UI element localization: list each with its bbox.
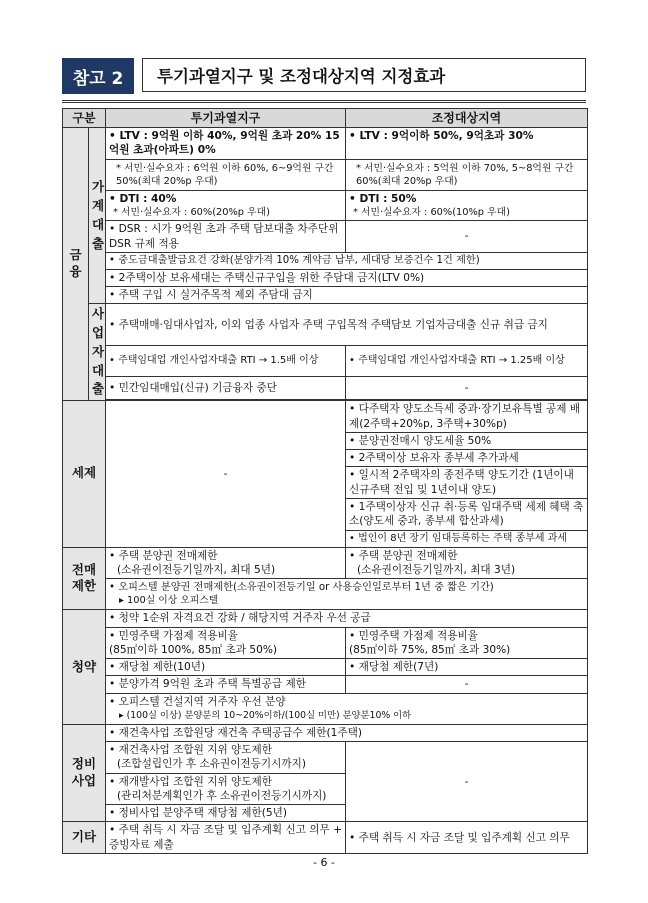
cell-tax-item: • 분양권전매시 양도세율 50% xyxy=(346,432,588,449)
subcategory-business-loan: 사업자대출 xyxy=(89,304,106,401)
dti-label: • DTI : 50% xyxy=(349,192,417,205)
table-row xyxy=(63,401,588,433)
cell-interim-loan: • 중도금대출발급요건 강화(분양가격 10% 계약금 납부, 세대당 보증건수 1건 제한) xyxy=(106,252,588,269)
cell-multi-home-loan: • 2주택이상 보유세대는 주택신규구입을 위한 주담대 금지(LTV 0%) xyxy=(106,269,588,286)
cell-business-loan-ban: • 주택매매·임대사업자, 이외 업종 사업자 주택 구입목적 주택담보 기업자금대출 신규 취급 금지 xyxy=(106,304,588,346)
cell-tax-item: • 다주택자 양도소득세 중과·장기보유특별 공제 배제(2주택+20%p, 3주택+30%p) xyxy=(346,401,588,433)
table-row xyxy=(63,627,588,659)
dti-note: * 서민·실수요자 : 60%(20%p 우대) xyxy=(113,207,270,219)
cell-reconstruction-supply: • 재건축사업 조합원당 재건축 주택공급수 제한(1주택) xyxy=(106,724,588,741)
table-row xyxy=(63,269,588,286)
dti-label: • DTI : 40% xyxy=(109,192,177,205)
officetel-resale-text: • 오피스텔 분양권 전매제한(소유권이전등기일 or 사용승인일로부터 1년 중 짧은 기간) xyxy=(109,581,494,593)
officetel-resale-note: ▸ 100실 이상 오피스텔 xyxy=(119,595,219,607)
table-row xyxy=(63,822,588,854)
category-other: 기타 xyxy=(63,822,106,854)
table-row xyxy=(63,346,588,376)
cell-rental-fund-speculation: • 민간임대매입(신규) 기금융자 중단 xyxy=(106,376,346,400)
cell-redevelopment-transfer xyxy=(106,773,346,805)
subcategory-household-loan: 가계대출 xyxy=(89,128,106,304)
cell-subscription-priority: • 청약 1순위 자격요건 강화 / 해당지역 거주자 우선 공급 xyxy=(106,610,588,627)
table-row xyxy=(63,128,588,160)
cell-officetel-resale xyxy=(106,579,588,610)
table-row xyxy=(63,659,588,676)
redevelopment-transfer-note: (관리처분계획인가 후 소유권이전등기시까지) xyxy=(117,789,327,802)
cell-ltv-note-adjustment: * 서민·실수요자 : 5억원 이하 70%, 5~8억원 구간 60%(최대 20%p 우대) xyxy=(346,159,588,190)
reconstruction-transfer-note: (조합설립인가 후 소유권이전등기시까지) xyxy=(117,758,306,771)
cell-officetel-priority xyxy=(106,693,588,724)
cell-tax-item: • 일시적 2주택자의 종전주택 양도기간 (1년이내 신규주택 전입 및 1년이내 양도) xyxy=(346,467,588,499)
cell-non-residence-loan: • 주택 구입 시 실거주목적 제외 주담대 금지 xyxy=(106,287,588,304)
cell-special-supply-speculation: • 분양가격 9억원 초과 주택 특별공급 제한 xyxy=(106,676,346,693)
cell-dsr-adjustment: - xyxy=(346,221,588,253)
cell-dsr-speculation: • DSR : 시가 9억원 초과 주택 담보대출 차주단위 DSR 규제 적용 xyxy=(106,221,346,253)
col-header-category: 구분 xyxy=(63,109,106,128)
table-row xyxy=(63,252,588,269)
table-row xyxy=(63,579,588,610)
page-title: 투기과열지구 및 조정대상지역 지정효과 xyxy=(142,58,586,92)
table-row xyxy=(63,610,588,627)
table-row xyxy=(63,221,588,253)
table-row xyxy=(63,693,588,724)
cell-point-system-speculation xyxy=(106,627,346,659)
dti-note: * 서민·실수요자 : 60%(10%p 우대) xyxy=(353,207,510,219)
point-label: • 민영주택 가점제 적용비율 xyxy=(109,629,238,642)
cell-ltv-note-speculation: * 서민·실수요자 : 6억원 이하 60%, 6~9억원 구간 50%(최대 20%p 우대) xyxy=(106,159,346,190)
cell-ltv-speculation: • LTV : 9억원 이하 40%, 9억원 초과 20% 15억원 초과(아파트) 0% xyxy=(106,128,346,160)
cell-ltv-adjustment: • LTV : 9억이하 50%, 9억초과 30% xyxy=(346,128,588,160)
cell-funding-plan-adjustment: • 주택 취득 시 자금 조달 및 입주계획 신고 의무 xyxy=(346,822,588,854)
table-row xyxy=(63,304,588,346)
cell-renewal-adjustment: - xyxy=(346,741,588,821)
cell-special-supply-adjustment: - xyxy=(346,676,588,693)
category-tax: 세제 xyxy=(63,401,106,547)
col-header-adjustment-zone: 조정대상지역 xyxy=(346,109,588,128)
cell-dti-adjustment xyxy=(346,190,588,221)
table-row xyxy=(63,190,588,221)
point-note: (85㎡이하 75%, 85㎡ 초과 30%) xyxy=(349,643,511,656)
reference-badge: 참고 2 xyxy=(62,58,134,94)
cell-rewin-speculation: • 재당첨 제한(10년) xyxy=(106,659,346,676)
section-header xyxy=(62,58,586,94)
cell-tax-speculation: - xyxy=(106,401,346,547)
table-row xyxy=(63,676,588,693)
redevelopment-transfer-text: • 재개발사업 조합원 지위 양도제한 xyxy=(109,775,272,788)
cell-resale-adjustment xyxy=(346,547,588,579)
point-note: (85㎡이하 100%, 85㎡ 초과 50%) xyxy=(109,643,278,656)
table-header-row xyxy=(63,109,588,128)
category-subscription: 청약 xyxy=(63,610,106,724)
table-row xyxy=(63,287,588,304)
table-row xyxy=(63,376,588,400)
cell-reconstruction-transfer xyxy=(106,741,346,773)
table-row xyxy=(63,741,588,773)
header-divider xyxy=(62,100,586,103)
cell-tax-item: • 2주택이상 보유자 종부세 추가과세 xyxy=(346,450,588,467)
cell-rti-speculation: • 주택임대업 개인사업자대출 RTI → 1.5배 이상 xyxy=(106,346,346,376)
point-label: • 민영주택 가점제 적용비율 xyxy=(349,629,478,642)
cell-point-system-adjustment xyxy=(346,627,588,659)
designation-effects-table xyxy=(62,108,588,854)
resale-note: (소유권이전등기일까지, 최대 3년) xyxy=(357,563,516,576)
table-row xyxy=(63,547,588,579)
cell-rewin-adjustment: • 재당첨 제한(7년) xyxy=(346,659,588,676)
table-row xyxy=(63,159,588,190)
cell-funding-plan-speculation: • 주택 취득 시 자금 조달 및 입주계획 신고 의무 + 증빙자료 제출 xyxy=(106,822,346,854)
cell-renewal-rewin: • 정비사업 분양주택 재당첨 제한(5년) xyxy=(106,805,346,822)
category-finance: 금융 xyxy=(63,128,89,401)
cell-resale-speculation xyxy=(106,547,346,579)
table-row xyxy=(63,724,588,741)
category-renewal-project: 정비사업 xyxy=(63,724,106,822)
col-header-speculation-zone: 투기과열지구 xyxy=(106,109,346,128)
cell-dti-speculation xyxy=(106,190,346,221)
cell-rti-adjustment: • 주택임대업 개인사업자대출 RTI → 1.25배 이상 xyxy=(346,346,588,376)
page-number: - 6 - xyxy=(313,856,335,869)
cell-tax-item: • 1주택이상자 신규 취·등록 임대주택 세제 혜택 축소(양도세 중과, 종부세 합산과세) xyxy=(346,499,588,531)
category-resale-restriction: 전매제한 xyxy=(63,547,106,610)
officetel-priority-note: ▸ (100실 이상) 분양분의 10~20%이하/(100실 미만) 분양분10% 이하 xyxy=(119,709,412,721)
reconstruction-transfer-text: • 재건축사업 조합원 지위 양도제한 xyxy=(109,743,272,756)
resale-label: • 주택 분양권 전매제한 xyxy=(109,549,218,562)
cell-tax-item: • 법인이 8년 장기 임대등록하는 주택 종부세 과세 xyxy=(346,530,588,547)
resale-label: • 주택 분양권 전매제한 xyxy=(349,549,458,562)
resale-note: (소유권이전등기일까지, 최대 5년) xyxy=(117,563,276,576)
officetel-priority-text: • 오피스텔 건설지역 거주자 우선 분양 xyxy=(109,696,286,709)
cell-rental-fund-adjustment: - xyxy=(346,376,588,400)
